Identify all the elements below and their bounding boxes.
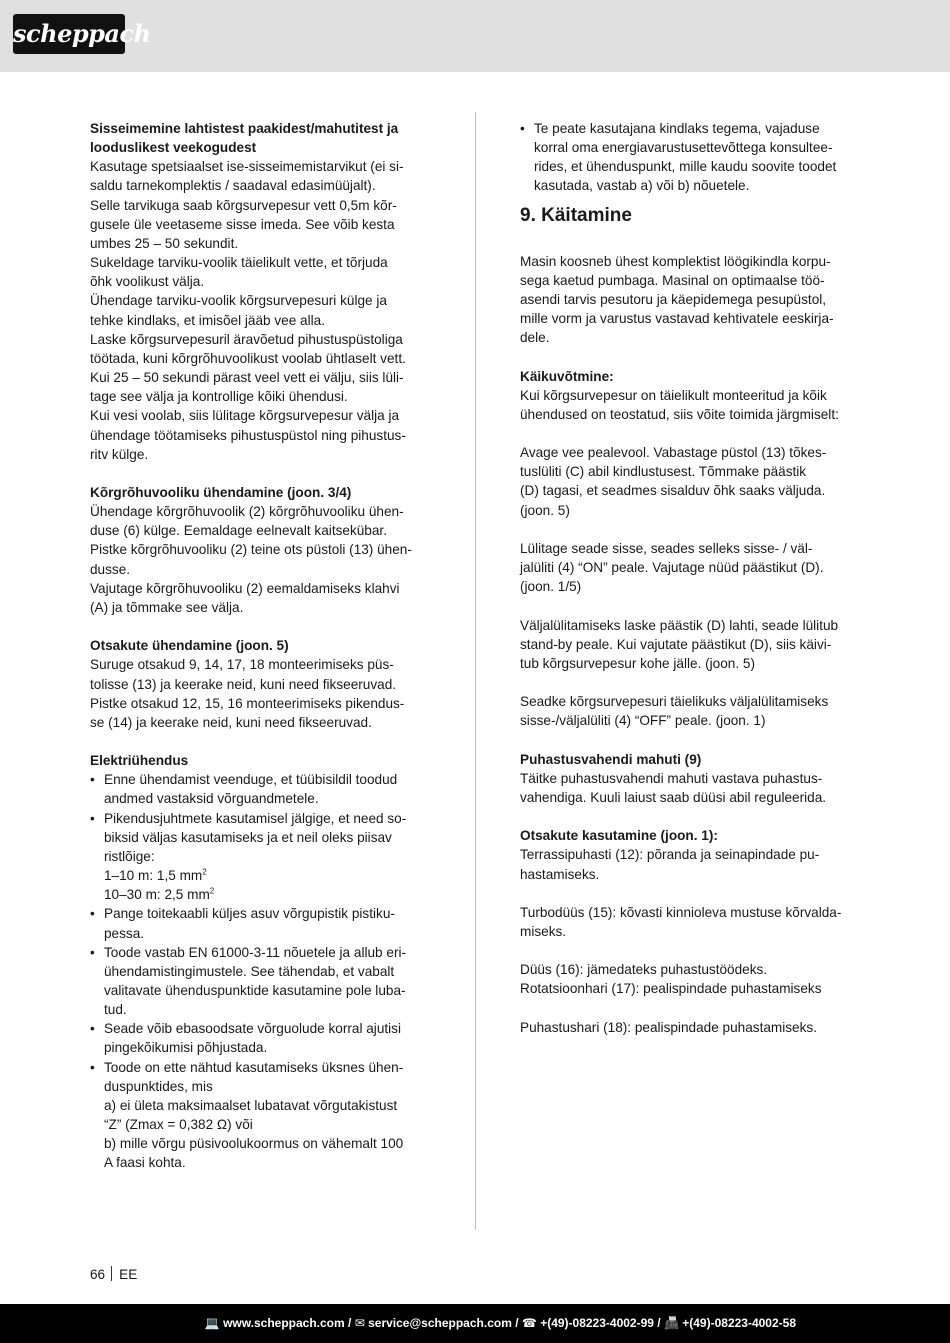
paragraph-line: se (14) ja keerake neid, kuni need fikseeruvad. — [90, 714, 372, 730]
paragraph-line: asendi tarvis pesutoru ja käepidemega pesupüstol, — [520, 291, 827, 307]
chapter-title: 9. Käitamine — [520, 204, 632, 226]
paragraph-line: Kui 25 – 50 sekundi pärast veel vett ei välju, siis lüli- — [90, 370, 404, 386]
paragraph-line: Seadke kõrgsurvepesuri täielikuks väljalülitamiseks — [520, 694, 829, 710]
paragraph-line: mille vorm ja varustus vastavad kehtivatele eeskirja- — [520, 311, 834, 327]
paragraph-line: tehke kindlaks, et imisõel jääb vee alla. — [90, 312, 325, 328]
paragraph-line: ritv külge. — [90, 446, 149, 462]
paragraph-line: (joon. 1/5) — [520, 579, 582, 595]
cable-spec: 1–10 m: 1,5 mm — [104, 868, 203, 884]
right-column — [520, 119, 859, 1037]
bullet-item — [90, 1058, 430, 1173]
paragraph-line: Lülitage seade sisse, seades selleks sisse- / väl- — [520, 540, 813, 556]
section-heading: Elektriühendus — [90, 753, 189, 769]
paragraph-line: Turbodüüs (15): kõvasti kinnioleva mustuse kõrvalda- — [520, 904, 842, 920]
bullet-text: valitavate ühenduspunktide kasutamine pole luba- — [104, 982, 406, 998]
paragraph-line: (joon. 5) — [520, 502, 570, 518]
paragraph-line: dusse. — [90, 561, 131, 577]
bullet-item — [90, 943, 430, 1020]
paragraph-line: Ühendage kõrgrõhuvoolik (2) kõrgrõhuvooliku ühen- — [90, 504, 404, 520]
paragraph-line: miseks. — [520, 923, 567, 939]
footer-bar — [0, 1304, 950, 1343]
bullet-icon: • — [90, 1021, 95, 1037]
paragraph-line: Sukeldage tarviku-voolik täielikult vette, et tõrjuda — [90, 255, 388, 271]
paragraph-line: ühendage töötamiseks pihustuspüstol ning pihustus- — [90, 427, 406, 443]
bullet-item — [90, 809, 430, 905]
bullet-text: Pange toitekaabli küljes asuv võrgupistik pistiku- — [104, 906, 395, 922]
header-bar — [0, 0, 950, 72]
bullet-icon: • — [90, 772, 95, 788]
phone-number: +(49)-08223-4002-99 / — [540, 1316, 661, 1330]
paragraph-line: töötada, kuni kõrgrõhuvoolikust voolab ühtlaselt vett. — [90, 350, 406, 366]
section-heading: Sisseimemine lahtistest paakidest/mahutitest ja — [90, 121, 399, 136]
superscript: 2 — [202, 867, 207, 877]
bullet-text: rides, et ühenduspunkt, mille kaudu soovite toodet — [534, 159, 837, 175]
paragraph-line: Väljalülitamiseks laske päästik (D) lahti, seade lülitub — [520, 617, 839, 633]
cable-spec: 10–30 m: 2,5 mm — [104, 887, 210, 903]
fax-number: +(49)-08223-4002-58 — [682, 1316, 796, 1330]
bullet-icon: • — [90, 906, 95, 922]
paragraph-line: Pistke otsakud 12, 15, 16 monteerimiseks pikendus- — [90, 695, 405, 711]
bullet-text: pingekõikumisi põhjustada. — [104, 1040, 268, 1056]
section-heading: Kõrgrõhuvooliku ühendamine (joon. 3/4) — [90, 484, 352, 500]
paragraph-line: Vajutage kõrgrõhuvooliku (2) eemaldamiseks klahvi — [90, 580, 400, 596]
bullet-text: kasutada, vastab a) või b) nõuetele. — [534, 178, 750, 194]
paragraph-line: tub kõrgsurvepesur kohe jälle. (joon. 5) — [520, 655, 755, 671]
paragraph-line: umbes 25 – 50 sekundit. — [90, 235, 239, 251]
language-code: EE — [119, 1267, 138, 1282]
paragraph-line: Kui vesi voolab, siis lülitage kõrgsurvepesur välja ja — [90, 408, 400, 424]
paragraph-line: stand-by peale. Kui vajutate päästikut (D), siis käivi- — [520, 636, 832, 652]
bullet-text: Seade võib ebasoodsate võrguolude korral ajutisi — [104, 1021, 401, 1037]
paragraph-line: Selle tarvikuga saab kõrgsurvepesur vett 0,5m kõr- — [90, 197, 397, 213]
bullet-icon: • — [90, 944, 95, 960]
bullet-text: Toode on ette nähtud kasutamiseks üksnes ühen- — [104, 1059, 404, 1075]
bullet-text: Enne ühendamist veenduge, et tüübisildil toodud — [104, 772, 398, 788]
condition-b: b) mille võrgu püsivoolukoormus on vähemalt 100 — [104, 1136, 404, 1152]
bullet-text: pessa. — [104, 925, 145, 941]
paragraph-line: tuslüliti (C) abil kindlustusest. Tõmmake päästik — [520, 464, 807, 480]
paragraph-line: Avage vee pealevool. Vabastage püstol (13) tõkes- — [520, 445, 827, 461]
paragraph-line: tage see välja ja kontrollige kõiki ühendusi. — [90, 389, 348, 405]
paragraph-line: Laske kõrgsurvepesuril äravõetud pihustuspüstoliga — [90, 331, 403, 347]
page-number-separator — [111, 1266, 112, 1281]
paragraph-line: Täitke puhastusvahendi mahuti vastava puhastus- — [520, 770, 823, 786]
condition-a: “Z” (Zmax = 0,382 Ω) või — [104, 1117, 253, 1133]
bullet-icon: • — [90, 1059, 95, 1075]
computer-icon: 💻 — [204, 1316, 220, 1330]
paragraph-line: saldu tarnekomplektis / saadaval edasimüüjalt). — [90, 178, 376, 194]
paragraph-line: Terrassipuhasti (12): põranda ja seinapindade pu- — [520, 847, 820, 863]
paragraph-line: sega kaetud pumbaga. Masinal on optimaalse töö- — [520, 272, 825, 288]
left-column — [90, 119, 430, 1173]
bullet-icon: • — [90, 810, 95, 826]
paragraph-line: Puhastushari (18): pealispindade puhastamiseks. — [520, 1019, 817, 1035]
bullet-text: korral oma energiavarustusettevõttega konsultee- — [534, 140, 833, 156]
paragraph-line: Pistke kõrgrõhuvooliku (2) teine ots püstoli (13) ühen- — [90, 542, 412, 558]
bullet-text: andmed vastaksid võrguandmetele. — [104, 791, 319, 807]
section-heading: looduslikest veekogudest — [90, 140, 257, 156]
paragraph-line: (D) tagasi, et seadmes sisalduv õhk saaks väljuda. — [520, 483, 826, 499]
paragraph-line: hastamiseks. — [520, 866, 600, 882]
paragraph-line: sisse-/väljalüliti (4) “OFF” peale. (joon. 1) — [520, 713, 766, 729]
bullet-item — [90, 770, 430, 808]
paragraph-line: gusele üle veetaseme sisse imeda. See võib kesta — [90, 216, 395, 232]
paragraph-line: Rotatsioonhari (17): pealispindade puhastamiseks — [520, 981, 822, 997]
scheppach-logo: scheppach — [13, 14, 125, 54]
paragraph-line: Düüs (16): jämedateks puhastustöödeks. — [520, 962, 768, 978]
bullet-text: Te peate kasutajana kindlaks tegema, vajaduse — [534, 121, 820, 136]
superscript: 2 — [209, 886, 215, 896]
website-link[interactable]: www.scheppach.com / — [223, 1316, 352, 1330]
bullet-text: Toode vastab EN 61000-3-11 nõuetele ja allub eri- — [104, 944, 407, 960]
column-divider — [475, 112, 476, 1230]
paragraph-line: vahendiga. Kuuli laiust saab düüsi abil reguleerida. — [520, 789, 827, 805]
fax-icon: 📠 — [663, 1316, 679, 1330]
bullet-text: biksid väljas kasutamiseks ja et neil oleks piisav — [104, 829, 392, 845]
paragraph-line: duse (6) külge. Eemaldage eelnevalt kaitsekübar. — [90, 523, 387, 539]
bullet-icon: • — [520, 121, 525, 136]
paragraph-line: (A) ja tõmmake see välja. — [90, 599, 244, 615]
bullet-text: ristlõige: — [104, 848, 155, 864]
paragraph-line: Ühendage tarviku-voolik kõrgsurvepesuri külge ja — [90, 293, 387, 309]
paragraph-line: Masin koosneb ühest komplektist löögikindla korpu- — [520, 253, 831, 269]
condition-a: a) ei ületa maksimaalset lubatavat võrgutakistust — [104, 1097, 398, 1113]
section-heading: Puhastusvahendi mahuti (9) — [520, 751, 702, 767]
phone-icon: ☎ — [521, 1316, 537, 1330]
mail-icon: ✉ — [354, 1316, 365, 1330]
paragraph-line: Kui kõrgsurvepesur on täielikult monteeritud ja kõik — [520, 387, 827, 403]
paragraph-line: õhk voolikust välja. — [90, 274, 205, 290]
bullet-text: tud. — [104, 1002, 127, 1018]
page-number — [90, 1266, 137, 1282]
bullet-text: duspunktides, mis — [104, 1078, 213, 1094]
bullet-item — [90, 904, 430, 942]
paragraph-line: tolisse (13) ja keerake neid, kuni need fikseeruvad. — [90, 676, 397, 692]
bullet-text: ühendamistingimustele. See tähendab, et vabalt — [104, 963, 395, 979]
page-number-value: 66 — [90, 1267, 106, 1282]
email-link[interactable]: service@scheppach.com / — [368, 1316, 519, 1330]
section-heading: Otsakute kasutamine (joon. 1): — [520, 828, 718, 844]
condition-b: A faasi kohta. — [104, 1155, 186, 1171]
bullet-text: Pikendusjuhtmete kasutamisel jälgige, et need so- — [104, 810, 407, 826]
section-heading: Käikuvõtmine: — [520, 368, 614, 384]
bullet-item — [520, 119, 859, 196]
section-heading: Otsakute ühendamine (joon. 5) — [90, 638, 289, 654]
paragraph-line: ühendused on teostatud, siis võite toimida järgmiselt: — [520, 406, 839, 422]
bullet-item — [90, 1019, 430, 1057]
paragraph-line: dele. — [520, 330, 550, 346]
paragraph-line: jalüliti (4) “ON” peale. Vajutage nüüd päästikut (D). — [520, 560, 824, 576]
paragraph-line: Kasutage spetsiaalset ise-sisseimemistarvikut (ei si- — [90, 159, 404, 175]
paragraph-line: Suruge otsakud 9, 14, 17, 18 monteerimiseks püs- — [90, 657, 394, 673]
